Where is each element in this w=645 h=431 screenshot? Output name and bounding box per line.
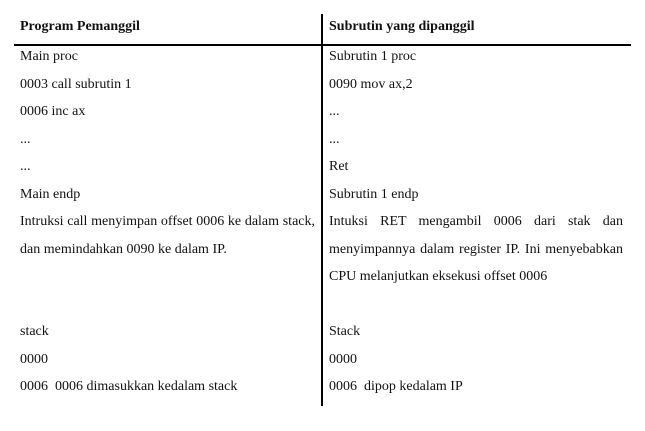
right-stack-value-1: 0000: [329, 351, 357, 367]
column-divider: [321, 14, 323, 406]
left-line-5: ...: [20, 159, 31, 174]
left-paragraph: Intruksi call menyimpan offset 0006 ke dalam stack, dan memindahkan 0090 ke dalam IP.: [20, 214, 315, 257]
right-paragraph: Intuksi RET mengambil 0006 dari stak dan menyimpannya dalam register IP. Ini menyebabkan CPU melanjutkan eksekusi offset 0006: [329, 214, 623, 284]
right-stack-label: Stack: [329, 324, 361, 339]
right-line-1: Subrutin 1 proc: [329, 49, 417, 64]
right-line-3: ...: [329, 104, 340, 119]
right-line-4: ...: [329, 131, 340, 147]
left-column-header: Program Pemanggil: [20, 19, 140, 34]
left-line-3: 0006 inc ax: [20, 104, 86, 119]
left-line-2: 0003 call subrutin 1: [20, 76, 132, 92]
left-stack-label: stack: [20, 324, 49, 339]
left-stack-value-2: 0006 0006 dimasukkan kedalam stack: [20, 379, 238, 394]
right-line-2: 0090 mov ax,2: [329, 76, 413, 92]
right-column-header: Subrutin yang dipanggil: [329, 19, 475, 34]
header-underline: [14, 44, 631, 46]
left-line-4: ...: [20, 131, 31, 147]
right-line-5: Ret: [329, 159, 349, 174]
right-line-6: Subrutin 1 endp: [329, 186, 419, 202]
left-line-1: Main proc: [20, 49, 78, 64]
left-line-6: Main endp: [20, 186, 81, 202]
left-stack-value-1: 0000: [20, 351, 48, 367]
right-stack-value-2: 0006 dipop kedalam IP: [329, 379, 463, 394]
